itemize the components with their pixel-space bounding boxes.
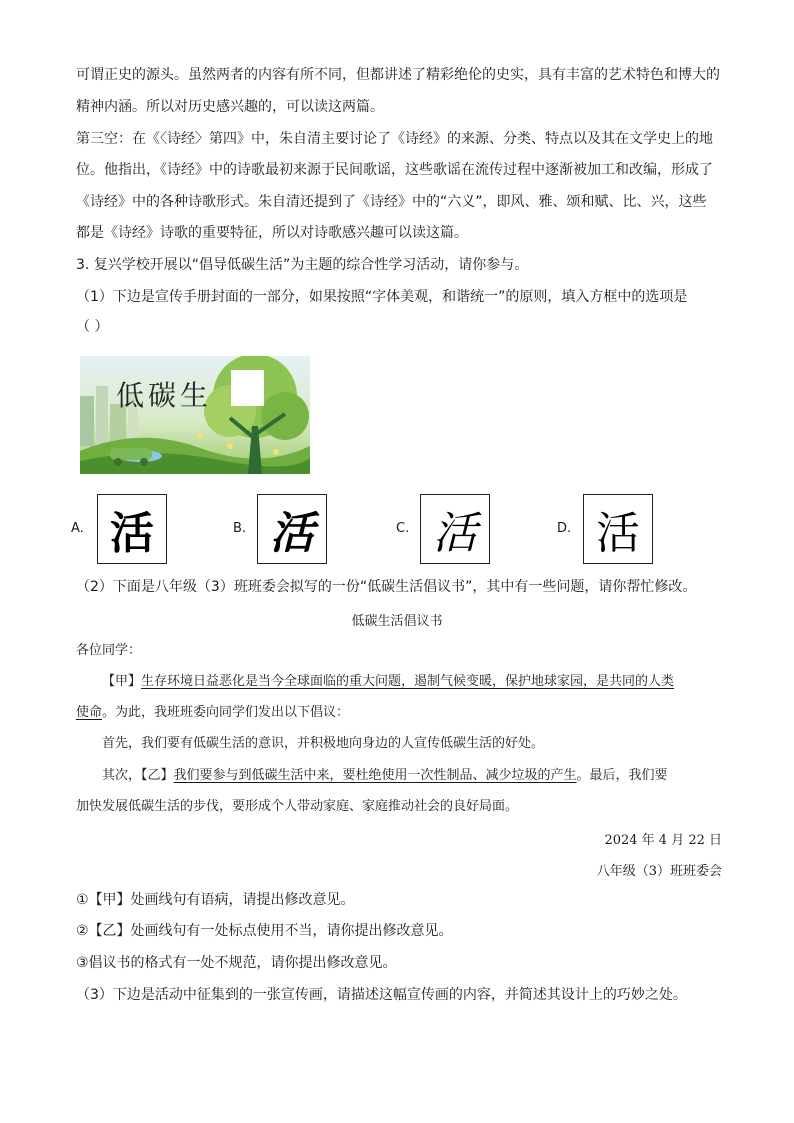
task-2: ②【乙】处画线句有一处标点使用不当，请你提出修改意见。 [76, 923, 453, 939]
jia-underlined-1: 生存环境日益恶化是当今全球面临的重大问题，遏制气候变暖，保护地球家园，是共同的人类 [141, 674, 675, 689]
cover-blank-box [231, 370, 264, 406]
letter-title: 低碳生活倡议书 [351, 614, 443, 629]
letter-jia-line2 [76, 704, 349, 722]
line-p1: 可谓正史的源头。虽然两者的内容有所不同，但都讲述了精彩绝伦的史实，具有丰富的艺术特色和博大的 [76, 67, 720, 83]
line-p5: 《诗经》中的各种诗歌形式。朱自清还提到了《诗经》中的“六义”，即风、雅、颂和赋、比、兴，这些 [76, 194, 707, 210]
option-d-box: 活 [583, 494, 653, 564]
letter-second-line [102, 767, 668, 785]
letter-jia-line1 [102, 673, 674, 691]
yi-underlined: 我们要参与到低碳生活中来，要杜绝使用一次性制品、减少垃圾的产生 [173, 768, 577, 783]
question3-stem: 3. 复兴学校开展以“倡导低碳生活”为主题的综合性学习活动，请你参与。 [76, 257, 529, 273]
option-b-label: B. [233, 521, 247, 536]
second-head: 其次，【乙】 [102, 768, 174, 783]
jia-tail: 。为此，我班班委向同学们发出以下倡议： [102, 705, 350, 720]
letter-date: 2024 年 4 月 22 日 [604, 833, 722, 848]
line-p3: 第三空：在《〈诗经〉第四》中，朱自清主要讨论了《诗经》的来源、分类、特点以及其在文学史上的地 [76, 131, 713, 147]
jia-underlined-2: 使命 [76, 705, 103, 720]
cover-image [80, 356, 310, 474]
letter-last: 加快发展低碳生活的步伐，要形成个人带动家庭、家庭推动社会的良好局面。 [76, 799, 519, 814]
option-a-box: 活 [97, 494, 167, 564]
option-a-label: A. [71, 521, 84, 536]
line-p6: 都是《诗经》诗歌的重要特征，所以对诗歌感兴趣可以读这篇。 [76, 225, 468, 241]
letter-greeting: 各位同学： [76, 643, 142, 658]
letter-signer: 八年级（3）班班委会 [596, 864, 722, 879]
line-p4: 位。他指出，《诗经》中的诗歌最初来源于民间歌谣，这些歌谣在流传过程中逐渐被加工和改编，形成了 [76, 162, 713, 178]
task-4: （3）下边是活动中征集到的一张宣传画，请描述这幅宣传画的内容，并简述其设计上的巧妙之处。 [76, 987, 687, 1003]
task-1: ①【甲】处画线句有语病，请提出修改意见。 [76, 892, 355, 908]
letter-first: 首先，我们要有低碳生活的意识，并积极地向身边的人宣传低碳生活的好处。 [102, 736, 545, 751]
option-c-box: 活 [420, 494, 490, 564]
question3-sub1-line2: （ ） [76, 319, 109, 335]
question3-sub2: （2）下面是八年级（3）班班委会拟写的一份“低碳生活倡议书”，其中有一些问题，请你帮忙修改。 [76, 579, 697, 595]
line-p2: 精神内涵。所以对历史感兴趣的，可以读这两篇。 [76, 99, 384, 115]
option-b-box: 活 [257, 494, 327, 564]
cover-title: 低碳生 [116, 379, 213, 412]
task-3: ③倡议书的格式有一处不规范，请你提出修改意见。 [76, 955, 397, 971]
second-tail: 。最后，我们要 [576, 768, 668, 783]
question3-sub1-line1: （1）下边是宣传手册封面的一部分，如果按照“字体美观，和谐统一”的原则，填入方框中的选项是 [76, 289, 688, 305]
jia-tag: 【甲】 [102, 674, 142, 689]
option-d-label: D. [557, 521, 572, 536]
option-c-label: C. [396, 521, 410, 536]
